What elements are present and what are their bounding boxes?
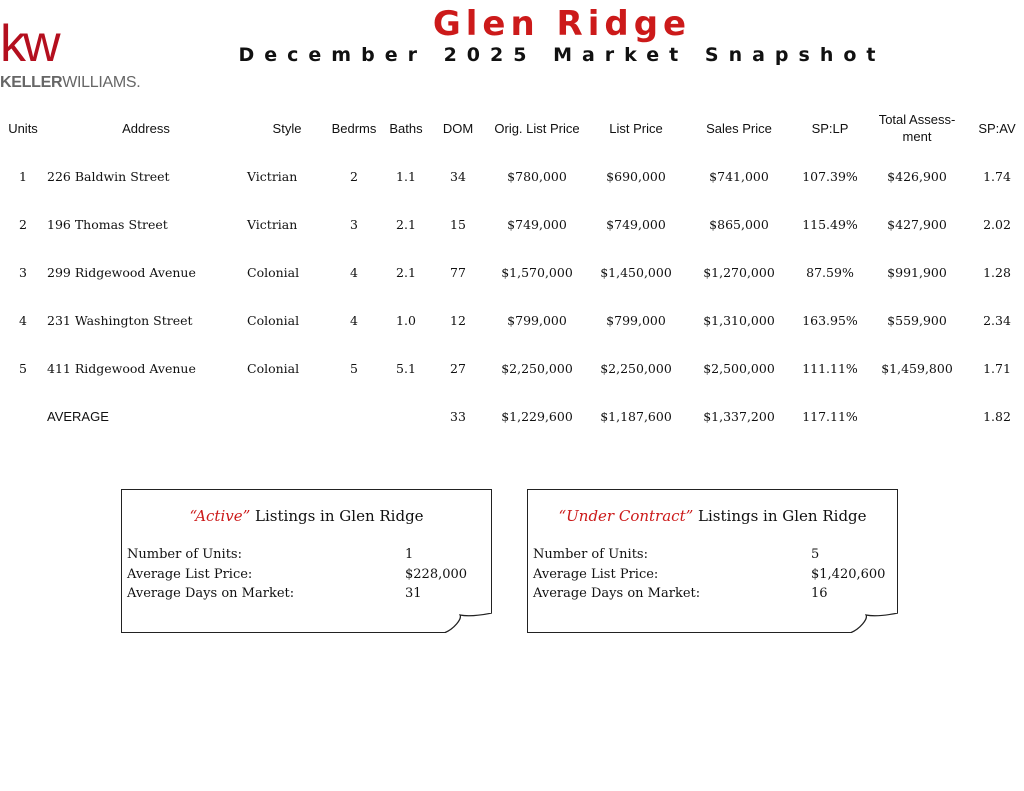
active-listings-box [121, 489, 492, 633]
contract-box-title [528, 507, 897, 525]
average-list-price: $1,187,600 [600, 408, 672, 424]
table-row [0, 200, 1024, 248]
active-box-title-highlight: “Active” [189, 507, 251, 525]
header-baths: Baths [389, 120, 423, 136]
header-orig-list-price: Orig. List Price [494, 120, 580, 136]
cell-unit: 1 [19, 168, 27, 184]
cell-list-price: $749,000 [606, 216, 666, 232]
active-avg-dom-label: Average Days on Market: [127, 586, 295, 601]
header-total-assessment-line1: Total Assess- [878, 112, 956, 127]
table-row [0, 296, 1024, 344]
contract-units-value: 5 [811, 547, 820, 562]
cell-dom: 27 [450, 360, 466, 376]
cell-style: Victrian [247, 168, 298, 184]
page-curl-icon [850, 613, 898, 633]
cell-sp-lp: 111.11% [802, 360, 858, 376]
table-row [0, 248, 1024, 296]
active-avg-dom-value: 31 [405, 586, 422, 601]
header-address: Address [122, 120, 170, 136]
cell-sp-av: 2.02 [983, 216, 1011, 232]
active-avg-price-label: Average List Price: [127, 567, 253, 582]
contract-box-title-rest: Listings in Glen Ridge [693, 507, 867, 525]
cell-unit: 4 [19, 312, 27, 328]
page-subtitle: December 2025 Market Snapshot [238, 44, 886, 66]
logo-name-rest: WILLIAMS. [62, 74, 141, 91]
average-sp-lp: 117.11% [802, 408, 858, 424]
cell-orig-list-price: $2,250,000 [501, 360, 573, 376]
average-sales-price: $1,337,200 [703, 408, 775, 424]
cell-sp-lp: 107.39% [802, 168, 858, 184]
cell-sp-av: 1.71 [983, 360, 1011, 376]
cell-orig-list-price: $749,000 [507, 216, 567, 232]
cell-dom: 15 [450, 216, 466, 232]
cell-bedrms: 5 [350, 360, 358, 376]
active-avg-price-value: $228,000 [405, 567, 468, 582]
table-header-row [0, 104, 1024, 152]
active-units-value: 1 [405, 547, 414, 562]
cell-sp-lp: 115.49% [802, 216, 858, 232]
cell-address: 231 Washington Street [47, 312, 193, 328]
cell-list-price: $690,000 [606, 168, 666, 184]
average-orig-list-price: $1,229,600 [501, 408, 573, 424]
cell-unit: 3 [19, 264, 27, 280]
cell-orig-list-price: $1,570,000 [501, 264, 573, 280]
contract-avg-price-value: $1,420,600 [811, 567, 886, 582]
cell-style: Colonial [247, 360, 300, 376]
header-style: Style [272, 120, 302, 136]
cell-assessment: $991,900 [887, 264, 947, 280]
average-label: AVERAGE [47, 408, 109, 424]
cell-address: 196 Thomas Street [47, 216, 168, 232]
cell-bedrms: 4 [350, 264, 358, 280]
cell-dom: 77 [450, 264, 466, 280]
cell-baths: 5.1 [396, 360, 416, 376]
contract-avg-dom-value: 16 [811, 586, 828, 601]
contract-avg-price-label: Average List Price: [533, 567, 659, 582]
cell-list-price: $2,250,000 [600, 360, 672, 376]
header-sp-av: SP:AV [978, 120, 1016, 136]
cell-bedrms: 3 [350, 216, 358, 232]
cell-sp-av: 1.28 [983, 264, 1011, 280]
cell-style: Victrian [247, 216, 298, 232]
cell-sales-price: $865,000 [709, 216, 769, 232]
cell-sp-lp: 87.59% [806, 264, 854, 280]
cell-address: 411 Ridgewood Avenue [47, 360, 196, 376]
cell-style: Colonial [247, 264, 300, 280]
active-units-label: Number of Units: [127, 547, 242, 562]
cell-assessment: $1,459,800 [881, 360, 953, 376]
cell-assessment: $427,900 [887, 216, 947, 232]
cell-orig-list-price: $799,000 [507, 312, 567, 328]
cell-baths: 2.1 [396, 264, 416, 280]
cell-dom: 34 [450, 168, 466, 184]
cell-baths: 1.0 [396, 312, 416, 328]
under-contract-box [527, 489, 898, 633]
table-row [0, 344, 1024, 392]
cell-baths: 1.1 [396, 168, 416, 184]
active-box-title [122, 507, 491, 525]
table-row [0, 152, 1024, 200]
cell-assessment: $426,900 [887, 168, 947, 184]
logo-wordmark [0, 74, 140, 92]
sales-table [0, 104, 1024, 440]
cell-list-price: $1,450,000 [600, 264, 672, 280]
cell-style: Colonial [247, 312, 300, 328]
header-units: Units [8, 120, 38, 136]
header-total-assessment-line2: ment [902, 129, 932, 144]
cell-sales-price: $741,000 [709, 168, 769, 184]
cell-bedrms: 2 [350, 168, 358, 184]
cell-sales-price: $1,310,000 [703, 312, 775, 328]
cell-address: 226 Baldwin Street [47, 168, 170, 184]
average-dom: 33 [450, 408, 466, 424]
cell-address: 299 Ridgewood Avenue [47, 264, 196, 280]
page-curl-icon [444, 613, 492, 633]
cell-list-price: $799,000 [606, 312, 666, 328]
header-total-assessment [864, 104, 970, 152]
contract-units-label: Number of Units: [533, 547, 648, 562]
header-dom: DOM [442, 120, 474, 136]
contract-box-title-highlight: “Under Contract” [558, 507, 694, 525]
cell-orig-list-price: $780,000 [507, 168, 567, 184]
header-list-price: List Price [609, 120, 663, 136]
cell-baths: 2.1 [396, 216, 416, 232]
cell-sales-price: $1,270,000 [703, 264, 775, 280]
cell-dom: 12 [450, 312, 466, 328]
page-title: Glen Ridge [432, 4, 692, 44]
cell-assessment: $559,900 [887, 312, 947, 328]
cell-sp-av: 2.34 [983, 312, 1011, 328]
cell-sales-price: $2,500,000 [703, 360, 775, 376]
header-bedrms: Bedrms [331, 120, 377, 136]
cell-bedrms: 4 [350, 312, 358, 328]
logo-mark: kw [0, 15, 58, 73]
header-sp-lp: SP:LP [811, 120, 849, 136]
contract-avg-dom-label: Average Days on Market: [533, 586, 701, 601]
table-average-row [0, 392, 1024, 440]
cell-sp-lp: 163.95% [802, 312, 858, 328]
cell-unit: 5 [19, 360, 27, 376]
cell-sp-av: 1.74 [983, 168, 1011, 184]
average-sp-av: 1.82 [983, 408, 1011, 424]
active-box-title-rest: Listings in Glen Ridge [250, 507, 424, 525]
logo-name-bold: KELLER [0, 74, 63, 91]
cell-unit: 2 [19, 216, 27, 232]
header-sales-price: Sales Price [706, 120, 772, 136]
